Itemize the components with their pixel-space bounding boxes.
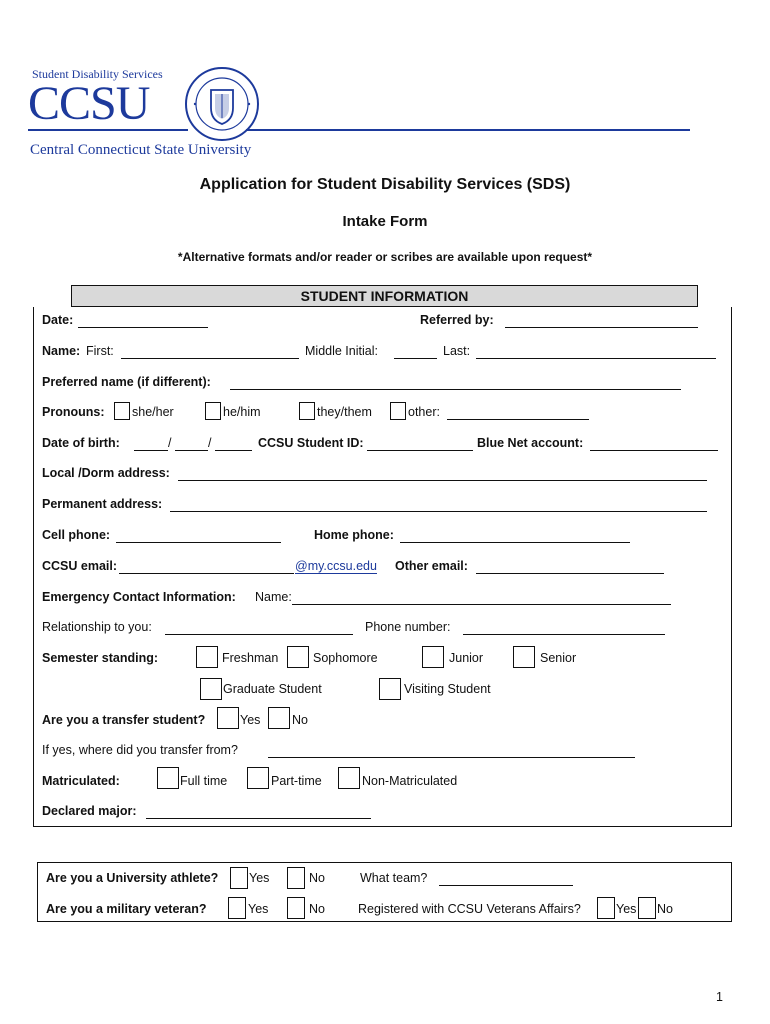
veterans-affairs-yes-label: Yes [616, 902, 637, 916]
home-phone-field[interactable] [400, 542, 630, 543]
junior-label: Junior [449, 651, 484, 665]
visiting-student-checkbox[interactable] [379, 678, 401, 700]
dob-year-field[interactable] [215, 450, 252, 451]
declared-major-label: Declared major: [42, 804, 137, 818]
university-seal-icon [184, 66, 260, 142]
middle-initial-field[interactable] [394, 358, 437, 359]
veteran-yes-label: Yes [248, 902, 269, 916]
name-label: Name: [42, 344, 81, 358]
page-number: 1 [716, 990, 723, 1004]
cell-phone-field[interactable] [116, 542, 281, 543]
dob-separator-2: / [208, 436, 212, 450]
other-pronoun-checkbox[interactable] [390, 402, 406, 420]
she-her-checkbox[interactable] [114, 402, 130, 420]
other-email-field[interactable] [476, 573, 664, 574]
sds-label: Student Disability Services [32, 67, 163, 81]
local-address-field[interactable] [178, 480, 707, 481]
dob-label: Date of birth: [42, 436, 120, 450]
semester-label: Semester standing: [42, 651, 159, 665]
student-id-label: CCSU Student ID: [258, 436, 364, 450]
referred-by-field[interactable] [505, 327, 698, 328]
sophomore-checkbox[interactable] [287, 646, 309, 668]
bluenet-label: Blue Net account: [477, 436, 584, 450]
transfer-from-label: If yes, where did you transfer from? [42, 743, 238, 757]
senior-checkbox[interactable] [513, 646, 535, 668]
veterans-affairs-label: Registered with CCSU Veterans Affairs? [358, 902, 581, 916]
preferred-name-label: Preferred name (if different): [42, 375, 211, 389]
he-him-checkbox[interactable] [205, 402, 221, 420]
graduate-student-checkbox[interactable] [200, 678, 222, 700]
transfer-label: Are you a transfer student? [42, 713, 206, 727]
date-field[interactable] [78, 327, 208, 328]
graduate-student-label: Graduate Student [223, 682, 322, 696]
athlete-yes-label: Yes [249, 871, 270, 885]
freshman-checkbox[interactable] [196, 646, 218, 668]
emergency-contact-label: Emergency Contact Information: [42, 590, 236, 604]
first-name-field[interactable] [121, 358, 299, 359]
transfer-yes-checkbox[interactable] [217, 707, 239, 729]
other-pronoun-label: other: [408, 405, 440, 419]
student-id-field[interactable] [367, 450, 473, 451]
team-field[interactable] [439, 885, 573, 886]
veterans-affairs-no-checkbox[interactable] [638, 897, 656, 919]
team-label: What team? [360, 871, 428, 885]
first-name-label: First: [86, 344, 114, 358]
middle-initial-label: Middle Initial: [305, 344, 378, 358]
transfer-no-checkbox[interactable] [268, 707, 290, 729]
last-name-field[interactable] [476, 358, 716, 359]
athlete-yes-checkbox[interactable] [230, 867, 248, 889]
ccsu-email-label: CCSU email: [42, 559, 118, 573]
phone-number-label: Phone number: [365, 620, 451, 634]
freshman-label: Freshman [222, 651, 279, 665]
home-phone-label: Home phone: [314, 528, 394, 542]
they-them-label: they/them [317, 405, 372, 419]
emergency-name-label: Name: [255, 590, 292, 604]
declared-major-field[interactable] [146, 818, 371, 819]
date-label: Date: [42, 313, 74, 327]
preferred-name-field[interactable] [230, 389, 681, 390]
part-time-label: Part-time [271, 774, 322, 788]
permanent-address-label: Permanent address: [42, 497, 163, 511]
matriculated-label: Matriculated: [42, 774, 120, 788]
phone-number-field[interactable] [463, 634, 665, 635]
veteran-yes-checkbox[interactable] [228, 897, 246, 919]
dob-day-field[interactable] [175, 450, 208, 451]
they-them-checkbox[interactable] [299, 402, 315, 420]
athlete-no-checkbox[interactable] [287, 867, 305, 889]
full-time-checkbox[interactable] [157, 767, 179, 789]
relationship-field[interactable] [165, 634, 353, 635]
brand-underline-left [28, 129, 188, 131]
dob-separator-1: / [168, 436, 172, 450]
form-title: Application for Student Disability Services (SDS) [199, 176, 571, 193]
veterans-affairs-no-label: No [657, 902, 673, 916]
non-matriculated-checkbox[interactable] [338, 767, 360, 789]
dob-month-field[interactable] [134, 450, 168, 451]
cell-phone-label: Cell phone: [42, 528, 111, 542]
last-name-label: Last: [443, 344, 471, 358]
visiting-student-label: Visiting Student [404, 682, 491, 696]
pronouns-label: Pronouns: [42, 405, 105, 419]
relationship-label: Relationship to you: [42, 620, 152, 634]
ccsu-email-field[interactable] [119, 573, 294, 574]
he-him-label: he/him [223, 405, 261, 419]
emergency-name-field[interactable] [292, 604, 671, 605]
accessibility-note: *Alternative formats and/or reader or scribes are available upon request* [177, 250, 593, 264]
brand-underline-right [246, 129, 690, 131]
athlete-label: Are you a University athlete? [46, 871, 219, 885]
transfer-yes-label: Yes [240, 713, 261, 727]
email-domain: @my.ccsu.edu [295, 559, 377, 573]
transfer-from-field[interactable] [268, 757, 635, 758]
veteran-no-label: No [309, 902, 325, 916]
ccsu-brand: CCSU [28, 77, 150, 130]
bluenet-field[interactable] [590, 450, 718, 451]
veteran-label: Are you a military veteran? [46, 902, 207, 916]
sophomore-label: Sophomore [313, 651, 378, 665]
university-name: Central Connecticut State University [30, 142, 252, 158]
junior-checkbox[interactable] [422, 646, 444, 668]
veterans-affairs-yes-checkbox[interactable] [597, 897, 615, 919]
permanent-address-field[interactable] [170, 511, 707, 512]
transfer-no-label: No [292, 713, 308, 727]
local-address-label: Local /Dorm address: [42, 466, 170, 480]
section-title: STUDENT INFORMATION [300, 288, 469, 304]
part-time-checkbox[interactable] [247, 767, 269, 789]
referred-by-label: Referred by: [420, 313, 494, 327]
other-pronoun-field[interactable] [447, 419, 589, 420]
senior-label: Senior [540, 651, 577, 665]
form-subtitle: Intake Form [342, 213, 428, 230]
veteran-no-checkbox[interactable] [287, 897, 305, 919]
non-matriculated-label: Non-Matriculated [362, 774, 458, 788]
other-email-label: Other email: [395, 559, 468, 573]
athlete-no-label: No [309, 871, 325, 885]
she-her-label: she/her [132, 405, 174, 419]
full-time-label: Full time [180, 774, 228, 788]
